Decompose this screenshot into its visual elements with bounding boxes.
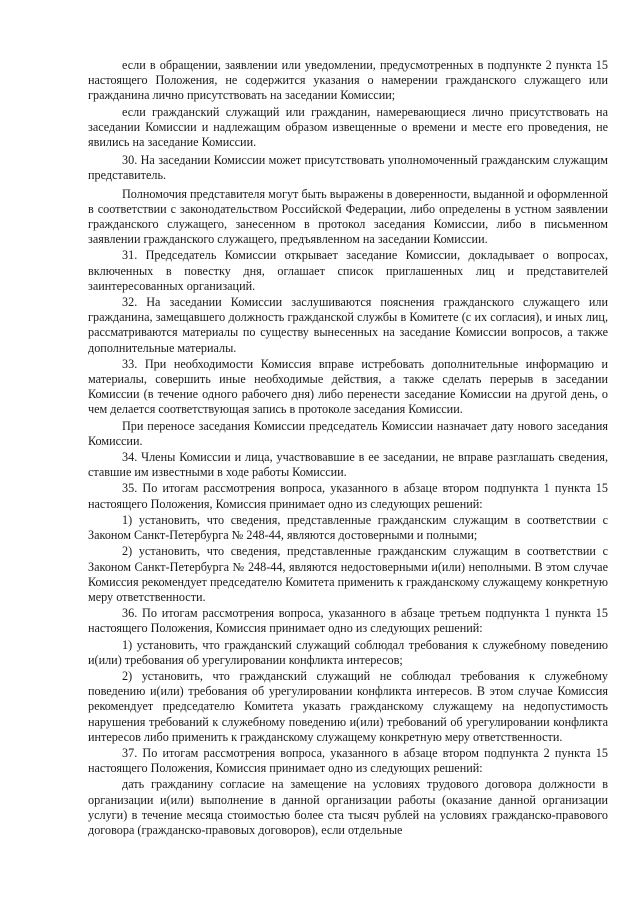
paragraph-14: 1) установить, что гражданский служащий соблюдал требования к служебному поведению и(или) требования об урегулировании конфликта интересов; (88, 637, 608, 667)
document-page (88, 58, 608, 898)
paragraph-6: 32. На заседании Комиссии заслушиваются пояснения гражданского служащего или гражданина, замещавшего должность гражданской службы в Комитете (с их согласия), и иных лиц, рассматриваются материалы по существу вынесенных на заседание Комиссии вопросов, а также дополнительные материалы. (88, 295, 608, 355)
paragraph-12: 2) установить, что сведения, представленные гражданским служащим в соответствии с Законом Санкт-Петербурга № 248-44, являются недостоверными и(или) неполными. В этом случае Комиссия рекомендует председателю Комитета применить к гражданскому служащему конкретную меру ответственности. (88, 544, 608, 604)
paragraph-13: 36. По итогам рассмотрения вопроса, указанного в абзаце третьем подпункта 1 пункта 15 настоящего Положения, Комиссия принимает одно из следующих решений: (88, 606, 608, 636)
paragraph-4: Полномочия представителя могут быть выражены в доверенности, выданной и оформленной в соответствии с законодательством Российской Федерации, либо определены в устном заявлении гражданского служащего, занесенном в протокол заседания Комиссии, либо в письменном заявлении гражданского служащего, предъявленном на заседании Комиссии. (88, 186, 608, 247)
paragraph-8: При переносе заседания Комиссии председатель Комиссии назначает дату нового заседания Комиссии. (88, 418, 608, 448)
paragraph-17: дать гражданину согласие на замещение на условиях трудового договора должности в организации и(или) выполнение в данной организации работы (оказание данной организации услуги) в течение месяца стоимостью более ста тысяч рублей на условиях гражданско-правового договора (гражданско-правовых договоров), если отдельные (88, 777, 608, 837)
paragraph-15: 2) установить, что гражданский служащий не соблюдал требования к служебному поведению и(или) требования об урегулировании конфликта интересов. В этом случае Комиссия рекомендует председателю Комитета указать гражданскому служащему на недопустимость нарушения требований к служебному поведению и(или) требований об урегулировании конфликта интересов либо применить к гражданскому служащему конкретную меру ответственности. (88, 668, 608, 744)
paragraph-5: 31. Председатель Комиссии открывает заседание Комиссии, докладывает о вопросах, включенных в повестку дня, оглашает список приглашенных лиц и представителей заинтересованных организаций. (88, 248, 608, 293)
paragraph-16: 37. По итогам рассмотрения вопроса, указанного в абзаце втором подпункта 2 пункта 15 настоящего Положения, Комиссия принимает одно из следующих решений: (88, 745, 608, 776)
paragraph-3: 30. На заседании Комиссии может присутствовать уполномоченный гражданским служащим представитель. (88, 153, 608, 183)
paragraph-7: 33. При необходимости Комиссия вправе истребовать дополнительные информацию и материалы, совершить иные необходимые действия, а также сделать перерыв в заседании Комиссии (в течение одного рабочего дня) либо перенести заседание Комиссии на другой день, о чем делается соответствующая запись в протоколе заседания Комиссии. (88, 356, 608, 417)
paragraph-10: 35. По итогам рассмотрения вопроса, указанного в абзаце втором подпункта 1 пункта 15 настоящего Положения, Комиссия принимает одно из следующих решений: (88, 481, 608, 511)
paragraph-1: если в обращении, заявлении или уведомлении, предусмотренных в подпункте 2 пункта 15 настоящего Положения, не содержится указания о намерении гражданского служащего или гражданина лично присутствовать на заседании Комиссии; (88, 58, 608, 103)
paragraph-9: 34. Члены Комиссии и лица, участвовавшие в ее заседании, не вправе разглашать сведения, ставшие им известными в ходе работы Комиссии. (88, 450, 608, 480)
paragraph-11: 1) установить, что сведения, представленные гражданским служащим в соответствии с Законом Санкт-Петербурга № 248-44, являются достоверными и полными; (88, 512, 608, 543)
paragraph-2: если гражданский служащий или гражданин, намеревающиеся лично присутствовать на заседании Комиссии и надлежащим образом извещенные о времени и месте его проведения, не явились на заседание Комиссии. (88, 104, 608, 150)
